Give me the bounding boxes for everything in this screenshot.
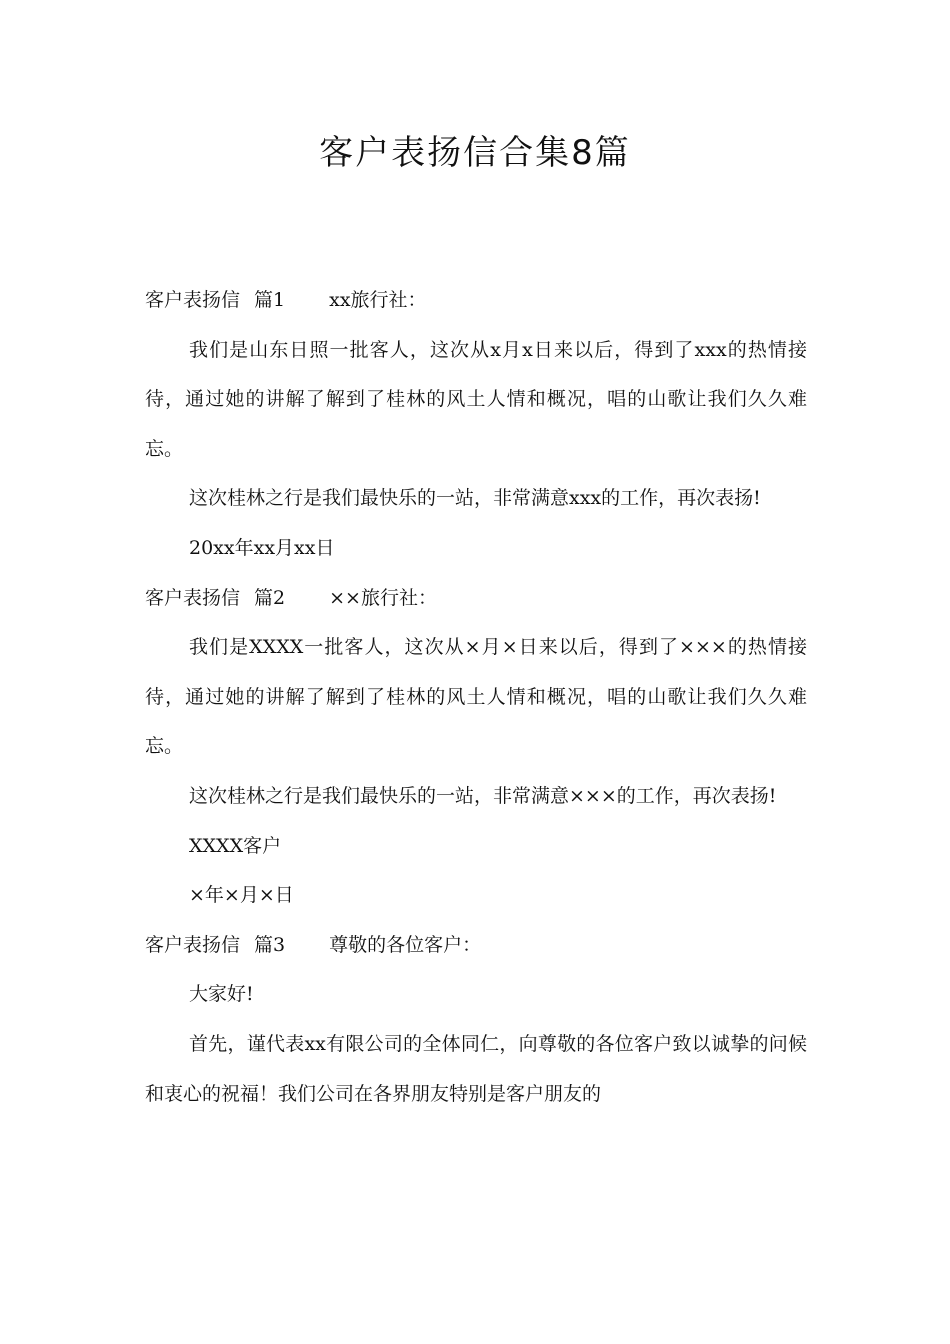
paragraph: 这次桂林之行是我们最快乐的一站，非常满意xxx的工作，再次表扬!	[189, 487, 761, 510]
salutation: xx旅行社：	[329, 289, 427, 311]
paragraph: 我们是山东日照一批客人，这次从x月x日来以后，得到了xxx的热情接待，通过她的讲解了解到了桂林的风土人情和概况，唱的山歌让我们久久难忘。	[145, 338, 807, 460]
paragraph: 我们是XXXX一批客人，这次从×月×日来以后，得到了×××的热情接待，通过她的讲解了解到了桂林的风土人情和概况，唱的山歌让我们久久难忘。	[145, 636, 807, 758]
signature-line: XXXX客户	[189, 834, 282, 857]
section-heading-label: 客户表扬信	[145, 586, 241, 609]
section-number: 篇3	[254, 933, 286, 956]
document-body	[145, 276, 807, 1119]
paragraph: 首先，谨代表xx有限公司的全体同仁，向尊敬的各位客户致以诚挚的问候和衷心的祝福！我们公司在各界朋友特别是客户朋友的	[145, 1032, 807, 1105]
section-heading	[145, 574, 807, 624]
greeting: 大家好!	[189, 983, 254, 1006]
section-heading-label: 客户表扬信	[145, 933, 241, 956]
salutation: ××旅行社：	[329, 586, 437, 609]
document-title: 客户表扬信合集8篇	[319, 133, 631, 173]
section-number: 篇2	[254, 586, 286, 609]
date-line: 20xx年xx月xx日	[189, 536, 335, 559]
paragraph: 这次桂林之行是我们最快乐的一站，非常满意×××的工作，再次表扬!	[189, 784, 777, 807]
section-heading	[145, 276, 807, 326]
salutation: 尊敬的各位客户：	[329, 933, 482, 956]
date-line: ×年×月×日	[189, 884, 294, 907]
section-heading-label: 客户表扬信	[145, 289, 241, 311]
section-heading	[145, 921, 807, 971]
section-number: 篇1	[254, 289, 286, 311]
